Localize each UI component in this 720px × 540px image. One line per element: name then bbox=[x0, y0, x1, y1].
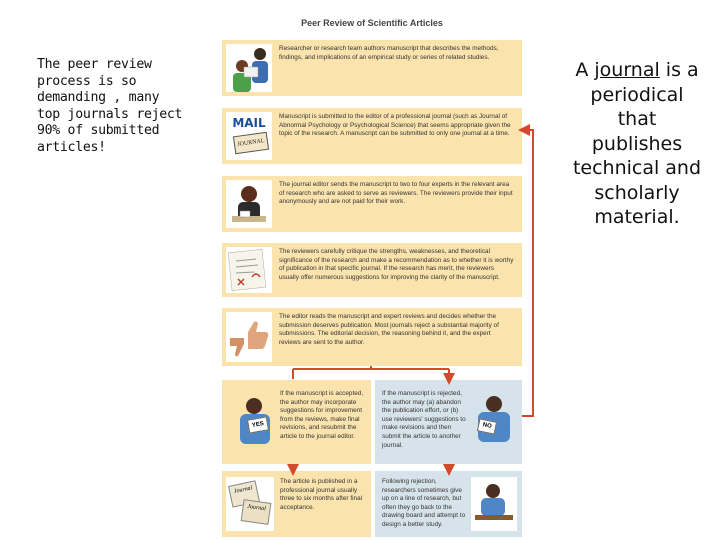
yes-sign: YES bbox=[247, 416, 269, 433]
no-sign: NO bbox=[477, 418, 497, 434]
journal-envelope: JOURNAL bbox=[233, 132, 269, 155]
figure-title: Peer Review of Scientific Articles bbox=[301, 18, 443, 28]
definition-prefix: A bbox=[575, 59, 595, 81]
peer-review-note: The peer review process is so demanding , many top journals reject 90% of submitted articles! bbox=[37, 57, 183, 155]
mail-label: MAIL bbox=[232, 116, 266, 130]
rejected-text: If the manuscript is rejected, the author may (a) abandon the publication effort, or (b) use reviewers' suggestions to make revisions and then submit the article to another journal. bbox=[382, 390, 466, 449]
step-reviewers-text: The reviewers carefully critique the strengths, weaknesses, and theoretical significance of the research and make a recommendation as to whether it is worthy of publication in that specific journal. If the research has merit, the reviewers usually offer numerous suggestions for improving the clarity of the manuscript. bbox=[279, 248, 514, 281]
accepted-text: If the manuscript is accepted, the author may incorporate suggestions for improvement from the reviews, make final revisions, and resubmit the article to the journal editor. bbox=[280, 390, 364, 440]
step-author-text: Researcher or research team authors manuscript that describes the methods, findings, and implications of an empirical study or series of related studies. bbox=[279, 45, 499, 61]
giveup-text: Following rejection, researchers sometimes give up on a line of research, but often they go back to the drawing board and attempt to design a better study. bbox=[382, 478, 466, 528]
step-editor-sends-text: The journal editor sends the manuscript to two to four experts in the relevant area of research who are asked to serve as reviewers. The reviewers provide their input anonymously and are not paid for their work. bbox=[279, 181, 513, 206]
step-decision-text: The editor reads the manuscript and expert reviews and decides whether the submission deserves publication. Most journals reject a substantial majority of submissions. The editorial decision, the reasoning behind it, and the expert reviews are sent to the author. bbox=[279, 313, 499, 346]
published-text: The article is published in a professional journal usually three to six months after final acceptance. bbox=[280, 478, 363, 511]
journal-cover-2: Journal bbox=[241, 499, 272, 525]
step-submit-text: Manuscript is submitted to the editor of a professional journal (such as Journal of Abnormal Psychology or Psychological Science) that seems appropriate given the topic of the research. A manuscript can be submitted to only one journal at a time. bbox=[279, 113, 511, 138]
journal-cover-1: Journal bbox=[228, 480, 260, 507]
definition-body: is a periodical that publishes technical and scholarly material. bbox=[572, 59, 702, 228]
decision-split-arrow bbox=[293, 366, 449, 379]
definition-term: journal bbox=[594, 59, 660, 81]
resubmit-loop-arrow bbox=[522, 130, 533, 416]
